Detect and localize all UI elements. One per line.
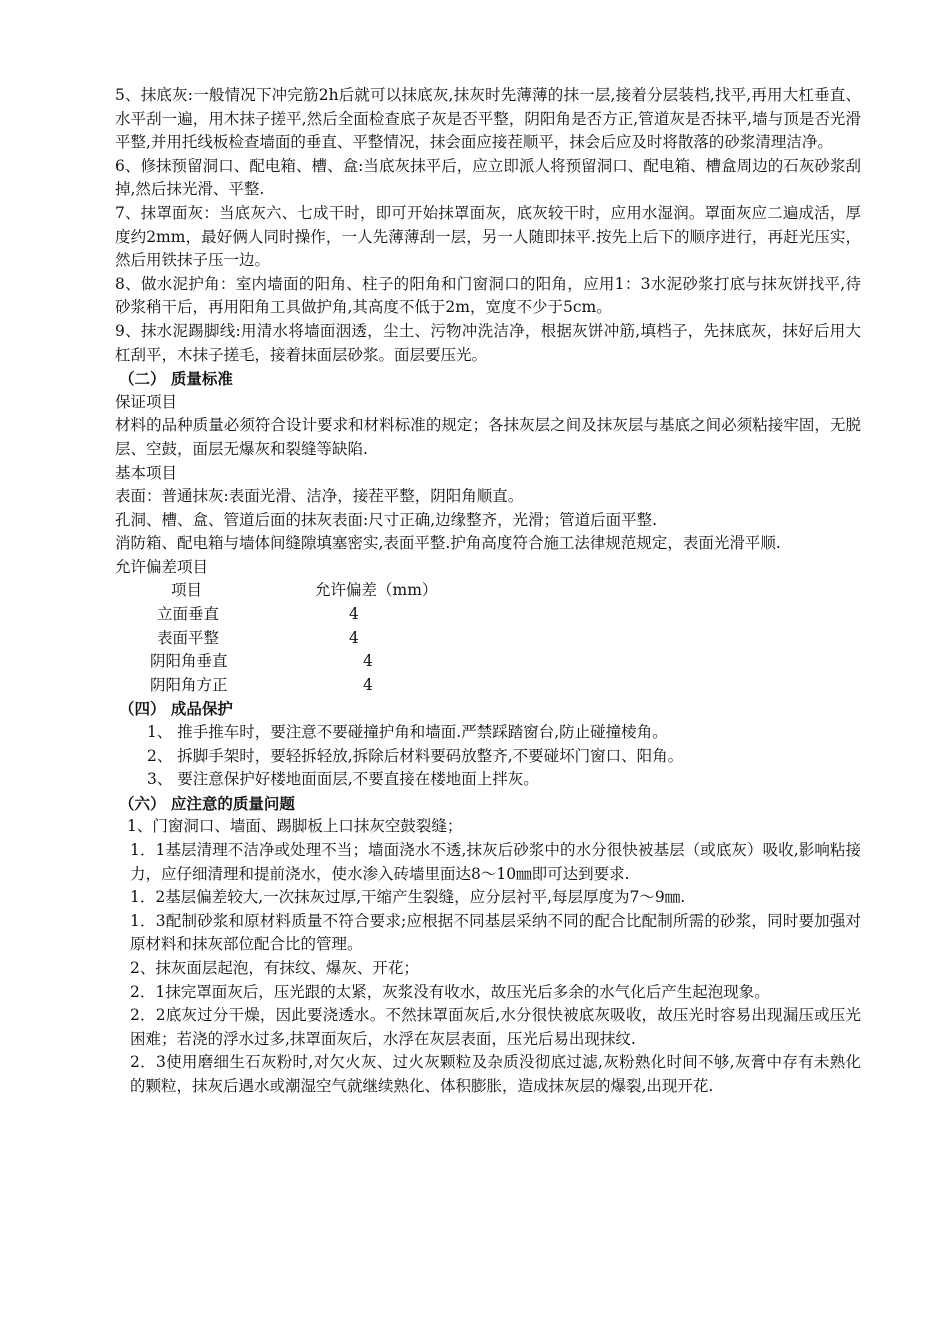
document-page bbox=[115, 84, 861, 1099]
paragraph-step-7: 7、抹罩面灰：当底灰六、七成干时，即可开始抹罩面灰，底灰较干时，应用水湿润。罩面灰应二遍成活，厚度约2mm，最好俩人同时操作，一人先薄薄刮一层，另一人随即抹平.按先上后下的顺序进行，再赶光压实，然后用铁抹子压一边。 bbox=[115, 203, 861, 270]
table-row bbox=[115, 627, 861, 651]
table-row bbox=[115, 603, 861, 627]
subheading-tolerance-items: 允许偏差项目 bbox=[115, 557, 209, 576]
table-cell-value: 4 bbox=[349, 605, 359, 624]
paragraph-step-5: 5、抹底灰:一般情况下冲完筋2h后就可以抹底灰,抹灰时先薄薄的抹一层,接着分层装档,找平,再用大杠垂直、水平刮一遍，用木抹子搓平,然后全面检查底子灰是否平整，阴阳角是否方正,管道灰是否抹平,墙与顶是否光滑平整,并用托线板检查墙面的垂直、平整情况，抹会面应接茬顺平，抹会后应及时将散落的砂浆清理洁净。 bbox=[115, 86, 861, 152]
table-header-row bbox=[115, 579, 861, 603]
paragraph-guarantee: 材料的品种质量必须符合设计要求和材料标准的规定；各抹灰层之间及抹灰层与基底之间必须粘接牢固，无脱层、空鼓，面层无爆灰和裂缝等缺陷. bbox=[115, 416, 861, 458]
list-item: 1、 推手推车时，要注意不要碰撞护角和墙面.严禁踩踏窗台,防止碰撞棱角。 bbox=[147, 723, 668, 742]
paragraph-fire-box: 消防箱、配电箱与墙体间缝隙填塞密实,表面平整.护角高度符合施工法律规范规定，表面光滑平顺. bbox=[115, 534, 781, 553]
paragraph-surface: 表面：普通抹灰:表面光滑、洁净，接茬平整，阴阳角顺直。 bbox=[115, 487, 524, 506]
table-cell-value: 4 bbox=[363, 652, 373, 671]
list-item: 2、抹灰面层起泡，有抹纹、爆灰、开花； bbox=[130, 958, 419, 977]
table-row bbox=[115, 650, 861, 674]
list-item: 2．1抹完罩面灰后，压光跟的太紧，灰浆没有收水，故压光后多余的水气化后产生起泡现象。 bbox=[130, 982, 770, 1001]
list-item: 2、 拆脚手架时，要轻拆轻放,拆除后材料要码放整齐,不要碰坏门窗口、阳角。 bbox=[147, 746, 684, 765]
table-cell-value: 4 bbox=[363, 675, 373, 694]
table-cell-item: 阴阳角垂直 bbox=[150, 652, 228, 671]
list-item: 2．3使用磨细生石灰粉时,对欠火灰、过火灰颗粒及杂质没彻底过滤,灰粉熟化时间不够,灰膏中存有未熟化的颗粒，抹灰后遇水或潮湿空气就继续熟化、体积膨胀，造成抹灰层的爆裂,出现开花. bbox=[130, 1053, 861, 1095]
table-header-tolerance: 允许偏差（mm） bbox=[315, 581, 438, 600]
paragraph-step-9: 9、抹水泥踢脚线:用清水将墙面洇透，尘土、污物冲洗洁净，根据灰饼冲筋,填档子，先抹底灰，抹好后用大杠刮平，木抹子搓毛，接着抹面层砂浆。面层要压光。 bbox=[115, 321, 861, 364]
table-cell-item: 立面垂直 bbox=[157, 605, 220, 624]
section-heading-product-protection: （四） 成品保护 bbox=[119, 699, 233, 719]
list-item: 1．1基层清理不洁净或处理不当；墙面浇水不透,抹灰后砂浆中的水分很快被基层（或底灰）吸收,影响粘接力，应仔细清理和提前浇水，使水渗入砖墙里面达8～10㎜即可达到要求. bbox=[130, 841, 861, 883]
tolerance-table bbox=[115, 579, 861, 697]
table-cell-value: 4 bbox=[349, 628, 359, 647]
paragraph-holes: 孔洞、槽、盒、管道后面的抹灰表面:尺寸正确,边缘整齐，光滑；管道后面平整. bbox=[115, 510, 658, 529]
list-item: 1、门窗洞口、墙面、踢脚板上口抹灰空鼓裂缝； bbox=[127, 817, 463, 836]
subheading-guarantee-items: 保证项目 bbox=[115, 392, 178, 411]
list-item: 2．2底灰过分干燥，因此要浇透水。不然抹罩面灰后,水分很快被底灰吸收，故压光时容易出现漏压或压光困难；若浇的浮水过多,抹罩面灰后，水浮在灰层表面，压光后易出现抹纹. bbox=[130, 1006, 861, 1048]
subheading-basic-items: 基本项目 bbox=[115, 463, 178, 482]
section-heading-quality-standard: （二） 质量标准 bbox=[119, 369, 233, 389]
table-header-item: 项目 bbox=[171, 581, 203, 600]
section-heading-quality-issues: （六） 应注意的质量问题 bbox=[119, 793, 295, 813]
list-item: 1．3配制砂浆和原材料质量不符合要求;应根据不同基层采纳不同的配合比配制所需的砂浆，同时要加强对原材料和抹灰部位配合比的管理。 bbox=[130, 911, 861, 954]
table-cell-item: 阴阳角方正 bbox=[150, 675, 228, 694]
list-item: 1．2基层偏差较大,一次抹灰过厚,干缩产生裂缝，应分层衬平,每层厚度为7～9㎜. bbox=[130, 888, 686, 907]
list-item: 3、 要注意保护好楼地面面层,不要直接在楼地面上拌灰。 bbox=[147, 770, 539, 789]
paragraph-step-8: 8、做水泥护角：室内墙面的阳角、柱子的阳角和门窗洞口的阳角，应用1：3水泥砂浆打底与抹灰饼找平,待砂浆稍干后，再用阳角工具做护角,其高度不低于2m，宽度不少于5cm。 bbox=[115, 274, 861, 317]
table-cell-item: 表面平整 bbox=[157, 628, 220, 647]
table-row bbox=[115, 674, 861, 698]
paragraph-step-6: 6、修抹预留洞口、配电箱、槽、盒:当底灰抹平后，应立即派人将预留洞口、配电箱、槽盒周边的石灰砂浆刮掉,然后抹光滑、平整. bbox=[115, 156, 861, 199]
